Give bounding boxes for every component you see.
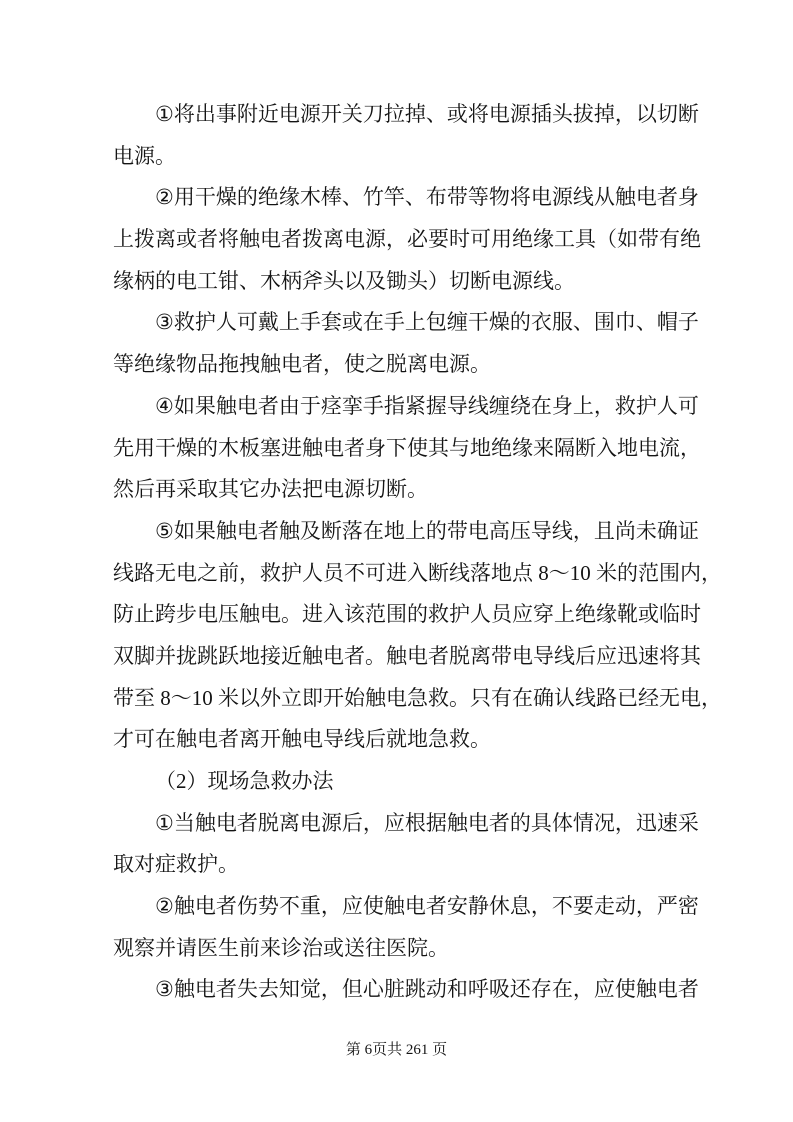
text-line: ⑤如果触电者触及断落在地上的带电高压导线，且尚未确证	[155, 518, 699, 543]
paragraph	[113, 803, 699, 886]
text-line: 取对症救护。	[113, 852, 239, 877]
text-line: ④如果触电者由于痉挛手指紧握导线缠绕在身上，救护人可	[155, 393, 699, 418]
text-line: 才可在触电者离开触电导线后就地急救。	[113, 727, 491, 752]
text-line: 双脚并拢跳跃地接近触电者。触电者脱离带电导线后应迅速将其	[113, 643, 701, 668]
text-line: 防止跨步电压触电。进入该范围的救护人员应穿上绝缘靴或临时	[113, 602, 701, 627]
paragraph	[113, 177, 701, 302]
page-footer	[0, 1039, 793, 1061]
text-line: 然后再采取其它办法把电源切断。	[113, 477, 428, 502]
page-number-text: 第 6页共 261 页	[345, 1042, 448, 1058]
text-line: 电源。	[113, 143, 176, 168]
paragraph	[113, 94, 699, 177]
paragraph	[113, 886, 699, 969]
text-line: 先用干燥的木板塞进触电者身下使其与地绝缘来隔断入地电流，	[113, 435, 701, 460]
text-line: ①当触电者脱离电源后，应根据触电者的具体情况，迅速采	[155, 810, 699, 835]
paragraph	[113, 761, 685, 803]
text-line: ①将出事附近电源开关刀拉掉、或将电源插头拔掉，以切断	[155, 102, 699, 126]
text-line: 上拨离或者将触电者拨离电源，必要时可用绝缘工具（如带有绝	[113, 227, 701, 252]
text-line: 带至 8～10 米以外立即开始触电急救。只有在确认线路已经无电，	[113, 685, 722, 710]
paragraph	[113, 302, 699, 385]
text-line: （2）现场急救办法	[155, 769, 334, 793]
text-line: ②用干燥的绝缘木棒、竹竿、布带等物将电源线从触电者身	[155, 185, 699, 210]
text-line: ③救护人可戴上手套或在手上包缠干燥的衣服、围巾、帽子	[155, 310, 699, 335]
paragraph	[113, 969, 699, 1011]
text-line: 缘柄的电工钳、木柄斧头以及锄头）切断电源线。	[113, 268, 575, 293]
text-line: 等绝缘物品拖拽触电者，使之脱离电源。	[113, 352, 491, 377]
paragraph	[113, 386, 701, 511]
text-line: ③触电者失去知觉，但心脏跳动和呼吸还存在，应使触电者	[155, 977, 699, 1002]
paragraph	[113, 511, 722, 761]
document-body	[113, 94, 722, 1011]
text-line: 线路无电之前，救护人员不可进入断线落地点 8～10 米的范围内，	[113, 560, 722, 585]
text-line: ②触电者伤势不重，应使触电者安静休息，不要走动，严密	[155, 894, 699, 919]
text-line: 观察并请医生前来诊治或送往医院。	[113, 935, 449, 960]
